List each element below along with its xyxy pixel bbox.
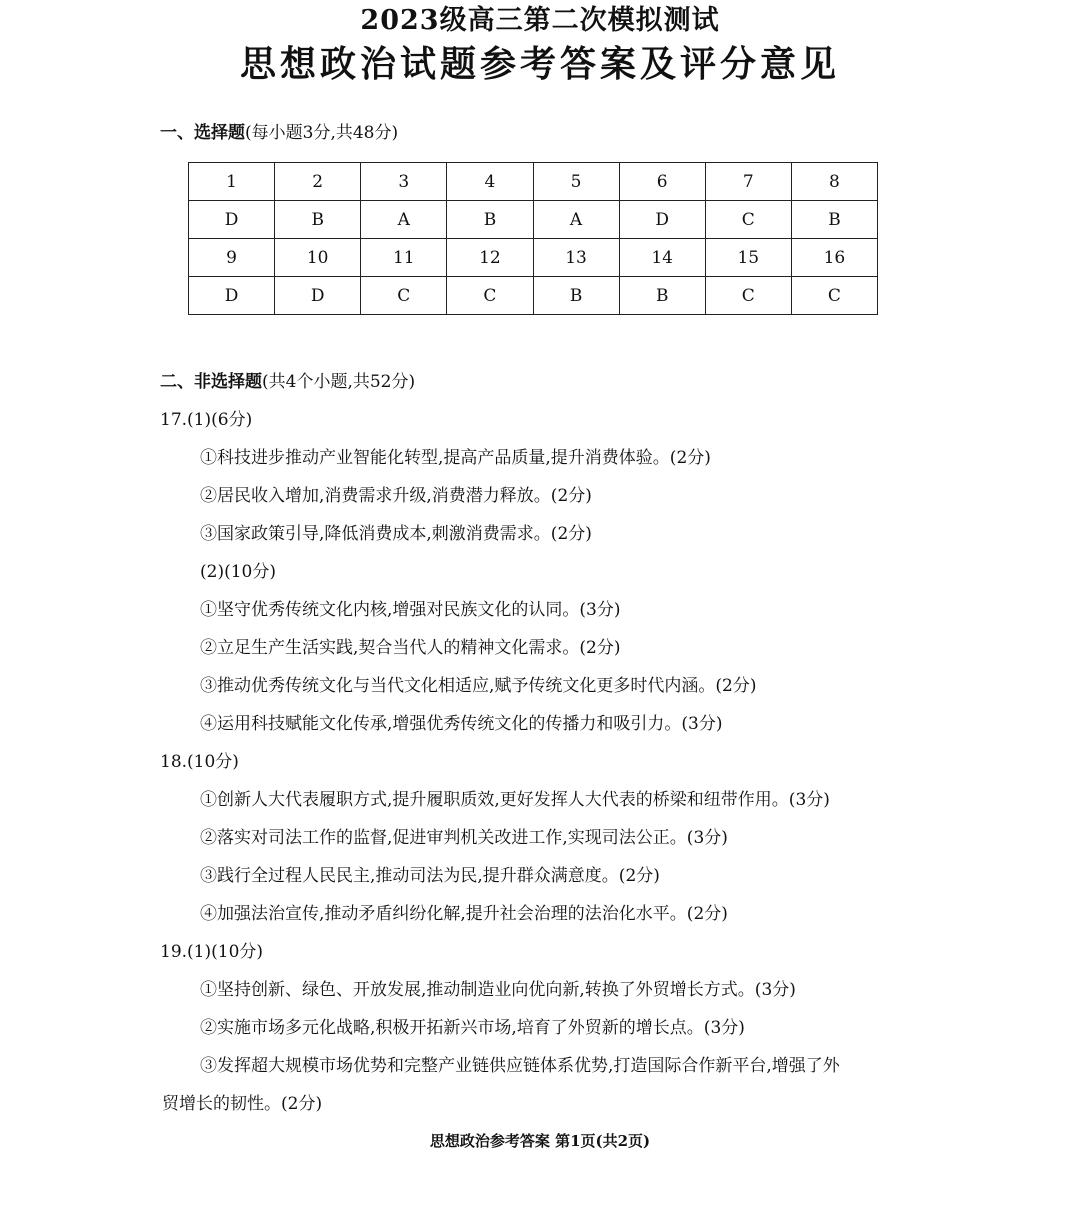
q17-1-point-2: ②居民收入增加,消费需求升级,消费潜力释放。(2分)	[200, 486, 592, 506]
q18-point-2: ②落实对司法工作的监督,促进审判机关改进工作,实现司法公正。(3分)	[200, 828, 728, 848]
answer-cell: D	[275, 277, 361, 315]
q17-2-point-3: ③推动优秀传统文化与当代文化相适应,赋予传统文化更多时代内涵。(2分)	[200, 676, 757, 696]
answer-cell: C	[791, 277, 877, 315]
q17-1-point-3: ③国家政策引导,降低消费成本,刺激消费需求。(2分)	[200, 524, 592, 544]
q19-part1-label: 19.(1)(10分)	[160, 942, 264, 962]
answer-row	[189, 201, 878, 239]
document-title: 思想政治试题参考答案及评分意见	[239, 44, 840, 85]
section-1-title: 一、选择题	[160, 123, 245, 143]
question-number-cell: 1	[189, 163, 275, 201]
page-footer: 思想政治参考答案 第1页(共2页)	[429, 1132, 651, 1150]
answer-cell: D	[619, 201, 705, 239]
answer-table	[188, 162, 878, 315]
question-number-row	[189, 239, 878, 277]
section-2-title: 二、非选择题	[160, 372, 262, 392]
answer-cell: B	[275, 201, 361, 239]
question-number-cell: 3	[361, 163, 447, 201]
question-number-row	[189, 163, 878, 201]
question-number-cell: 4	[447, 163, 533, 201]
q19-point-3: ③发挥超大规模市场优势和完整产业链供应链体系优势,打造国际合作新平台,增强了外	[200, 1056, 840, 1076]
answer-cell: B	[619, 277, 705, 315]
q18-label: 18.(10分)	[160, 752, 239, 772]
section-1-heading	[160, 122, 398, 144]
question-number-cell: 16	[791, 239, 877, 277]
answer-cell: C	[705, 201, 791, 239]
answer-cell: A	[361, 201, 447, 239]
answer-cell: C	[361, 277, 447, 315]
answer-cell: B	[447, 201, 533, 239]
q17-2-point-2: ②立足生产生活实践,契合当代人的精神文化需求。(2分)	[200, 638, 621, 658]
answer-cell: B	[791, 201, 877, 239]
question-number-cell: 6	[619, 163, 705, 201]
q17-part2-label: (2)(10分)	[200, 562, 276, 582]
answer-cell: C	[447, 277, 533, 315]
q19-point-2: ②实施市场多元化战略,积极开拓新兴市场,培育了外贸新的增长点。(3分)	[200, 1018, 745, 1038]
q17-2-point-1: ①坚守优秀传统文化内核,增强对民族文化的认同。(3分)	[200, 600, 621, 620]
q17-1-point-1: ①科技进步推动产业智能化转型,提高产品质量,提升消费体验。(2分)	[200, 448, 711, 468]
answer-row	[189, 277, 878, 315]
question-number-cell: 7	[705, 163, 791, 201]
answer-cell: D	[189, 201, 275, 239]
question-number-cell: 13	[533, 239, 619, 277]
question-number-cell: 8	[791, 163, 877, 201]
q19-point-3-continued: 贸增长的韧性。(2分)	[162, 1094, 323, 1114]
section-2-note: (共4个小题,共52分)	[262, 372, 416, 392]
answer-cell: B	[533, 277, 619, 315]
question-number-cell: 14	[619, 239, 705, 277]
q18-point-4: ④加强法治宣传,推动矛盾纠纷化解,提升社会治理的法治化水平。(2分)	[200, 904, 728, 924]
section-1-note: (每小题3分,共48分)	[245, 123, 399, 143]
q18-point-3: ③践行全过程人民民主,推动司法为民,提升群众满意度。(2分)	[200, 866, 660, 886]
answer-cell: C	[705, 277, 791, 315]
exam-subtitle: 2023级高三第二次模拟测试	[360, 5, 720, 36]
question-number-cell: 10	[275, 239, 361, 277]
question-number-cell: 15	[705, 239, 791, 277]
q18-point-1: ①创新人大代表履职方式,提升履职质效,更好发挥人大代表的桥梁和纽带作用。(3分)	[200, 790, 830, 810]
answer-cell: D	[189, 277, 275, 315]
section-2-heading	[160, 371, 415, 393]
question-number-cell: 5	[533, 163, 619, 201]
q17-2-point-4: ④运用科技赋能文化传承,增强优秀传统文化的传播力和吸引力。(3分)	[200, 714, 723, 734]
q17-part1-label: 17.(1)(6分)	[160, 410, 253, 430]
question-number-cell: 11	[361, 239, 447, 277]
question-number-cell: 2	[275, 163, 361, 201]
question-number-cell: 12	[447, 239, 533, 277]
answer-cell: A	[533, 201, 619, 239]
q19-point-1: ①坚持创新、绿色、开放发展,推动制造业向优向新,转换了外贸增长方式。(3分)	[200, 980, 796, 1000]
question-number-cell: 9	[189, 239, 275, 277]
